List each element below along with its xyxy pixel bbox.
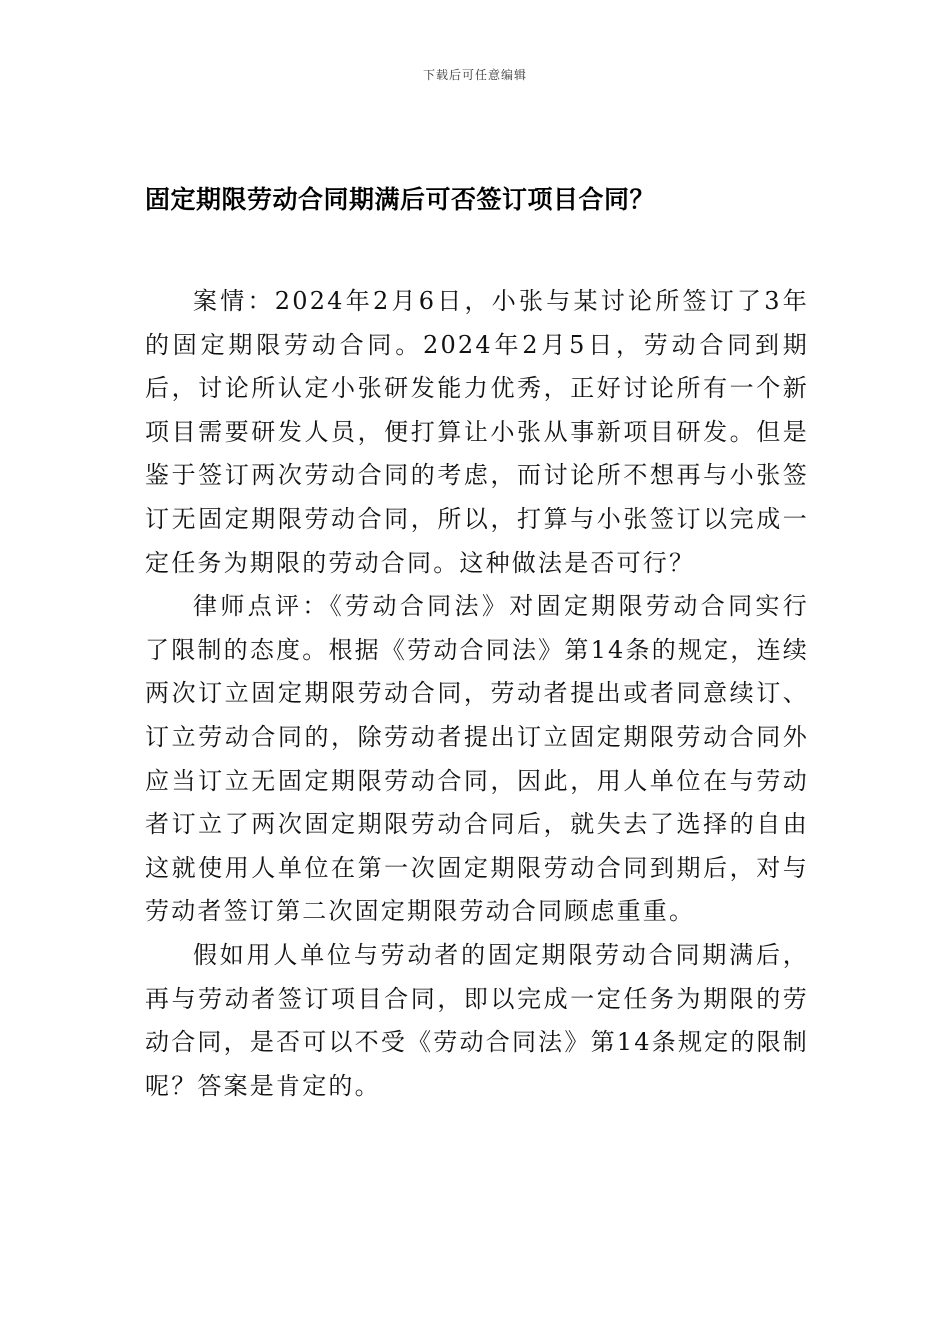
paragraph-conclusion: 假如用人单位与劳动者的固定期限劳动合同期满后，再与劳动者签订项目合同，即以完成一定任务为期限的劳动合同，是否可以不受《劳动合同法》第14条规定的限制呢？答案是肯定的。 [145,940,809,1100]
document-title: 固定期限劳动合同期满后可否签订项目合同？ [145,185,656,214]
document-body [145,280,809,1108]
page-header-note: 下载后可任意编辑 [422,68,527,82]
paragraph-case: 案情：2024年2月6日，小张与某讨论所签订了3年的固定期限劳动合同。2024年2月5日，劳动合同到期后，讨论所认定小张研发能力优秀，正好讨论所有一个新项目需要研发人员，便打算让小张从事新项目研发。但是鉴于签订两次劳动合同的考虑，而讨论所不想再与小张签订无固定期限劳动合同，所以，打算与小张签订以完成一定任务为期限的劳动合同。这种做法是否可行？ [145,287,809,577]
paragraph-lawyer-comment: 律师点评：《劳动合同法》对固定期限劳动合同实行了限制的态度。根据《劳动合同法》第14条的规定，连续两次订立固定期限劳动合同，劳动者提出或者同意续订、订立劳动合同的，除劳动者提出订立固定期限劳动合同外应当订立无固定期限劳动合同，因此，用人单位在与劳动者订立了两次固定期限劳动合同后，就失去了选择的自由这就使用人单位在第一次固定期限劳动合同到期后，对与劳动者签订第二次固定期限劳动合同顾虑重重。 [145,592,809,926]
